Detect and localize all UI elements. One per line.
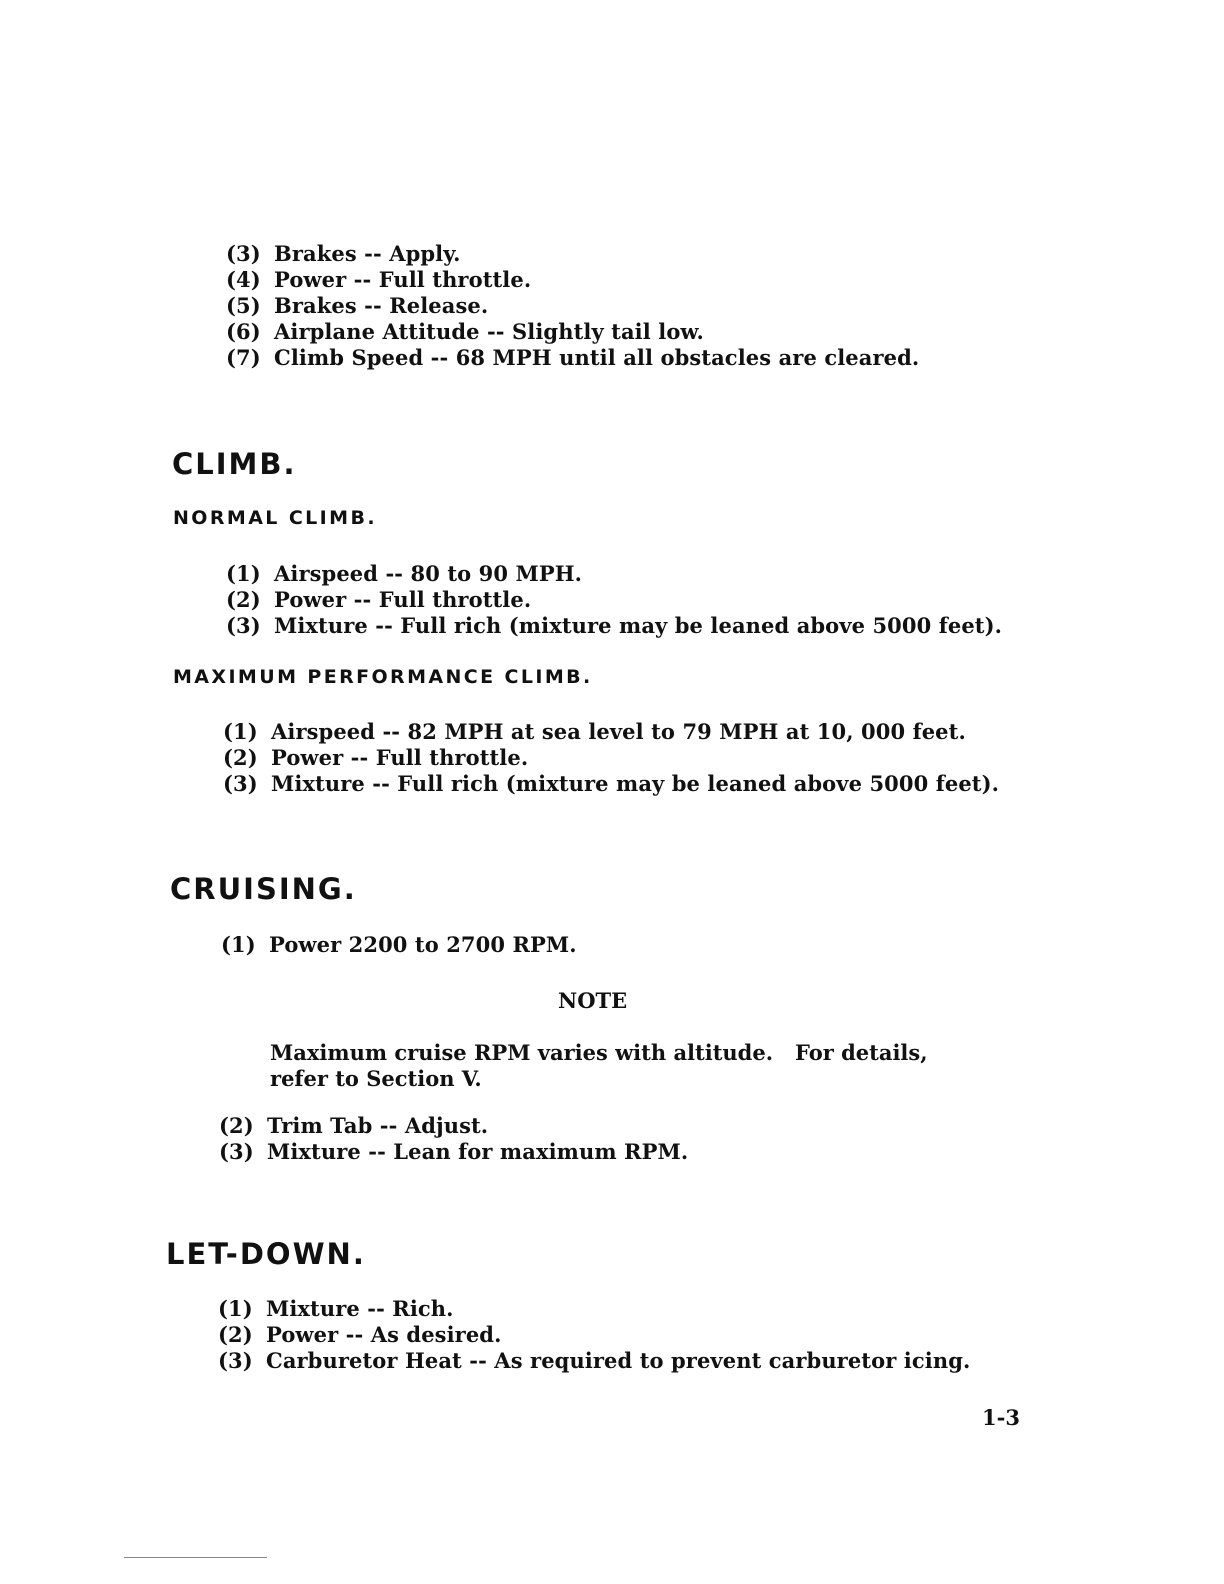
step-text: Airspeed -- 82 MPH at sea level to 79 MPH at 10, 000 feet. — [271, 719, 966, 744]
takeoff-steps-list — [226, 241, 919, 371]
list-item — [226, 241, 919, 267]
footer-rule — [124, 1557, 267, 1558]
list-item — [226, 267, 919, 293]
list-item — [226, 293, 919, 319]
section-heading-cruising: CRUISING. — [170, 872, 357, 906]
letdown-steps-list — [218, 1296, 970, 1374]
subsection-heading-normal-climb: NORMAL CLIMB. — [173, 507, 377, 529]
step-number: (3) — [223, 771, 258, 796]
step-text: Power -- Full throttle. — [271, 745, 529, 770]
step-number: (4) — [226, 267, 261, 292]
list-item — [219, 1113, 688, 1139]
subsection-heading-max-performance-climb: MAXIMUM PERFORMANCE CLIMB. — [173, 666, 593, 688]
max-climb-steps-list — [223, 719, 999, 797]
step-number: (2) — [226, 587, 261, 612]
step-number: (2) — [219, 1113, 254, 1138]
list-item — [223, 719, 999, 745]
step-text: Mixture -- Full rich (mixture may be leaned above 5000 feet). — [271, 771, 1000, 796]
list-item — [226, 561, 1002, 587]
list-item — [223, 771, 999, 797]
list-item — [226, 613, 1002, 639]
list-item — [219, 1139, 688, 1165]
cruising-steps-list-a — [221, 932, 577, 958]
step-text: Mixture -- Lean for maximum RPM. — [267, 1139, 689, 1164]
step-text: Airspeed -- 80 to 90 MPH. — [274, 561, 583, 586]
step-number: (3) — [226, 241, 261, 266]
note-line: refer to Section V. — [270, 1066, 482, 1091]
step-text: Brakes -- Apply. — [274, 241, 461, 266]
step-number: (3) — [219, 1139, 254, 1164]
step-text: Power -- Full throttle. — [274, 587, 532, 612]
cruising-steps-list-b — [219, 1113, 688, 1165]
list-item — [226, 345, 919, 371]
note-body — [270, 1040, 928, 1092]
step-text: Carburetor Heat -- As required to prevent carburetor icing. — [266, 1348, 971, 1373]
section-heading-let-down: LET-DOWN. — [166, 1237, 366, 1271]
list-item — [226, 319, 919, 345]
list-item — [218, 1348, 970, 1374]
step-text: Climb Speed -- 68 MPH until all obstacles are cleared. — [274, 345, 920, 370]
step-number: (2) — [223, 745, 258, 770]
step-text: Airplane Attitude -- Slightly tail low. — [274, 319, 704, 344]
step-number: (1) — [226, 561, 261, 586]
step-text: Mixture -- Full rich (mixture may be leaned above 5000 feet). — [274, 613, 1003, 638]
list-item — [223, 745, 999, 771]
list-item — [218, 1296, 970, 1322]
step-text: Power -- Full throttle. — [274, 267, 532, 292]
step-number: (2) — [218, 1322, 253, 1347]
step-number: (3) — [226, 613, 261, 638]
step-text: Trim Tab -- Adjust. — [267, 1113, 489, 1138]
note-line: Maximum cruise RPM varies with altitude. For details, — [270, 1040, 928, 1065]
step-text: Brakes -- Release. — [274, 293, 489, 318]
step-number: (1) — [223, 719, 258, 744]
list-item — [221, 932, 577, 958]
page-number: 1-3 — [982, 1405, 1020, 1430]
step-text: Mixture -- Rich. — [266, 1296, 454, 1321]
section-heading-climb: CLIMB. — [172, 447, 297, 481]
normal-climb-steps-list — [226, 561, 1002, 639]
step-number: (6) — [226, 319, 261, 344]
note-heading: NOTE — [558, 988, 628, 1013]
step-text: Power 2200 to 2700 RPM. — [269, 932, 577, 957]
list-item — [218, 1322, 970, 1348]
step-number: (7) — [226, 345, 261, 370]
step-number: (1) — [218, 1296, 253, 1321]
step-number: (1) — [221, 932, 256, 957]
list-item — [226, 587, 1002, 613]
step-text: Power -- As desired. — [266, 1322, 502, 1347]
step-number: (5) — [226, 293, 261, 318]
step-number: (3) — [218, 1348, 253, 1373]
